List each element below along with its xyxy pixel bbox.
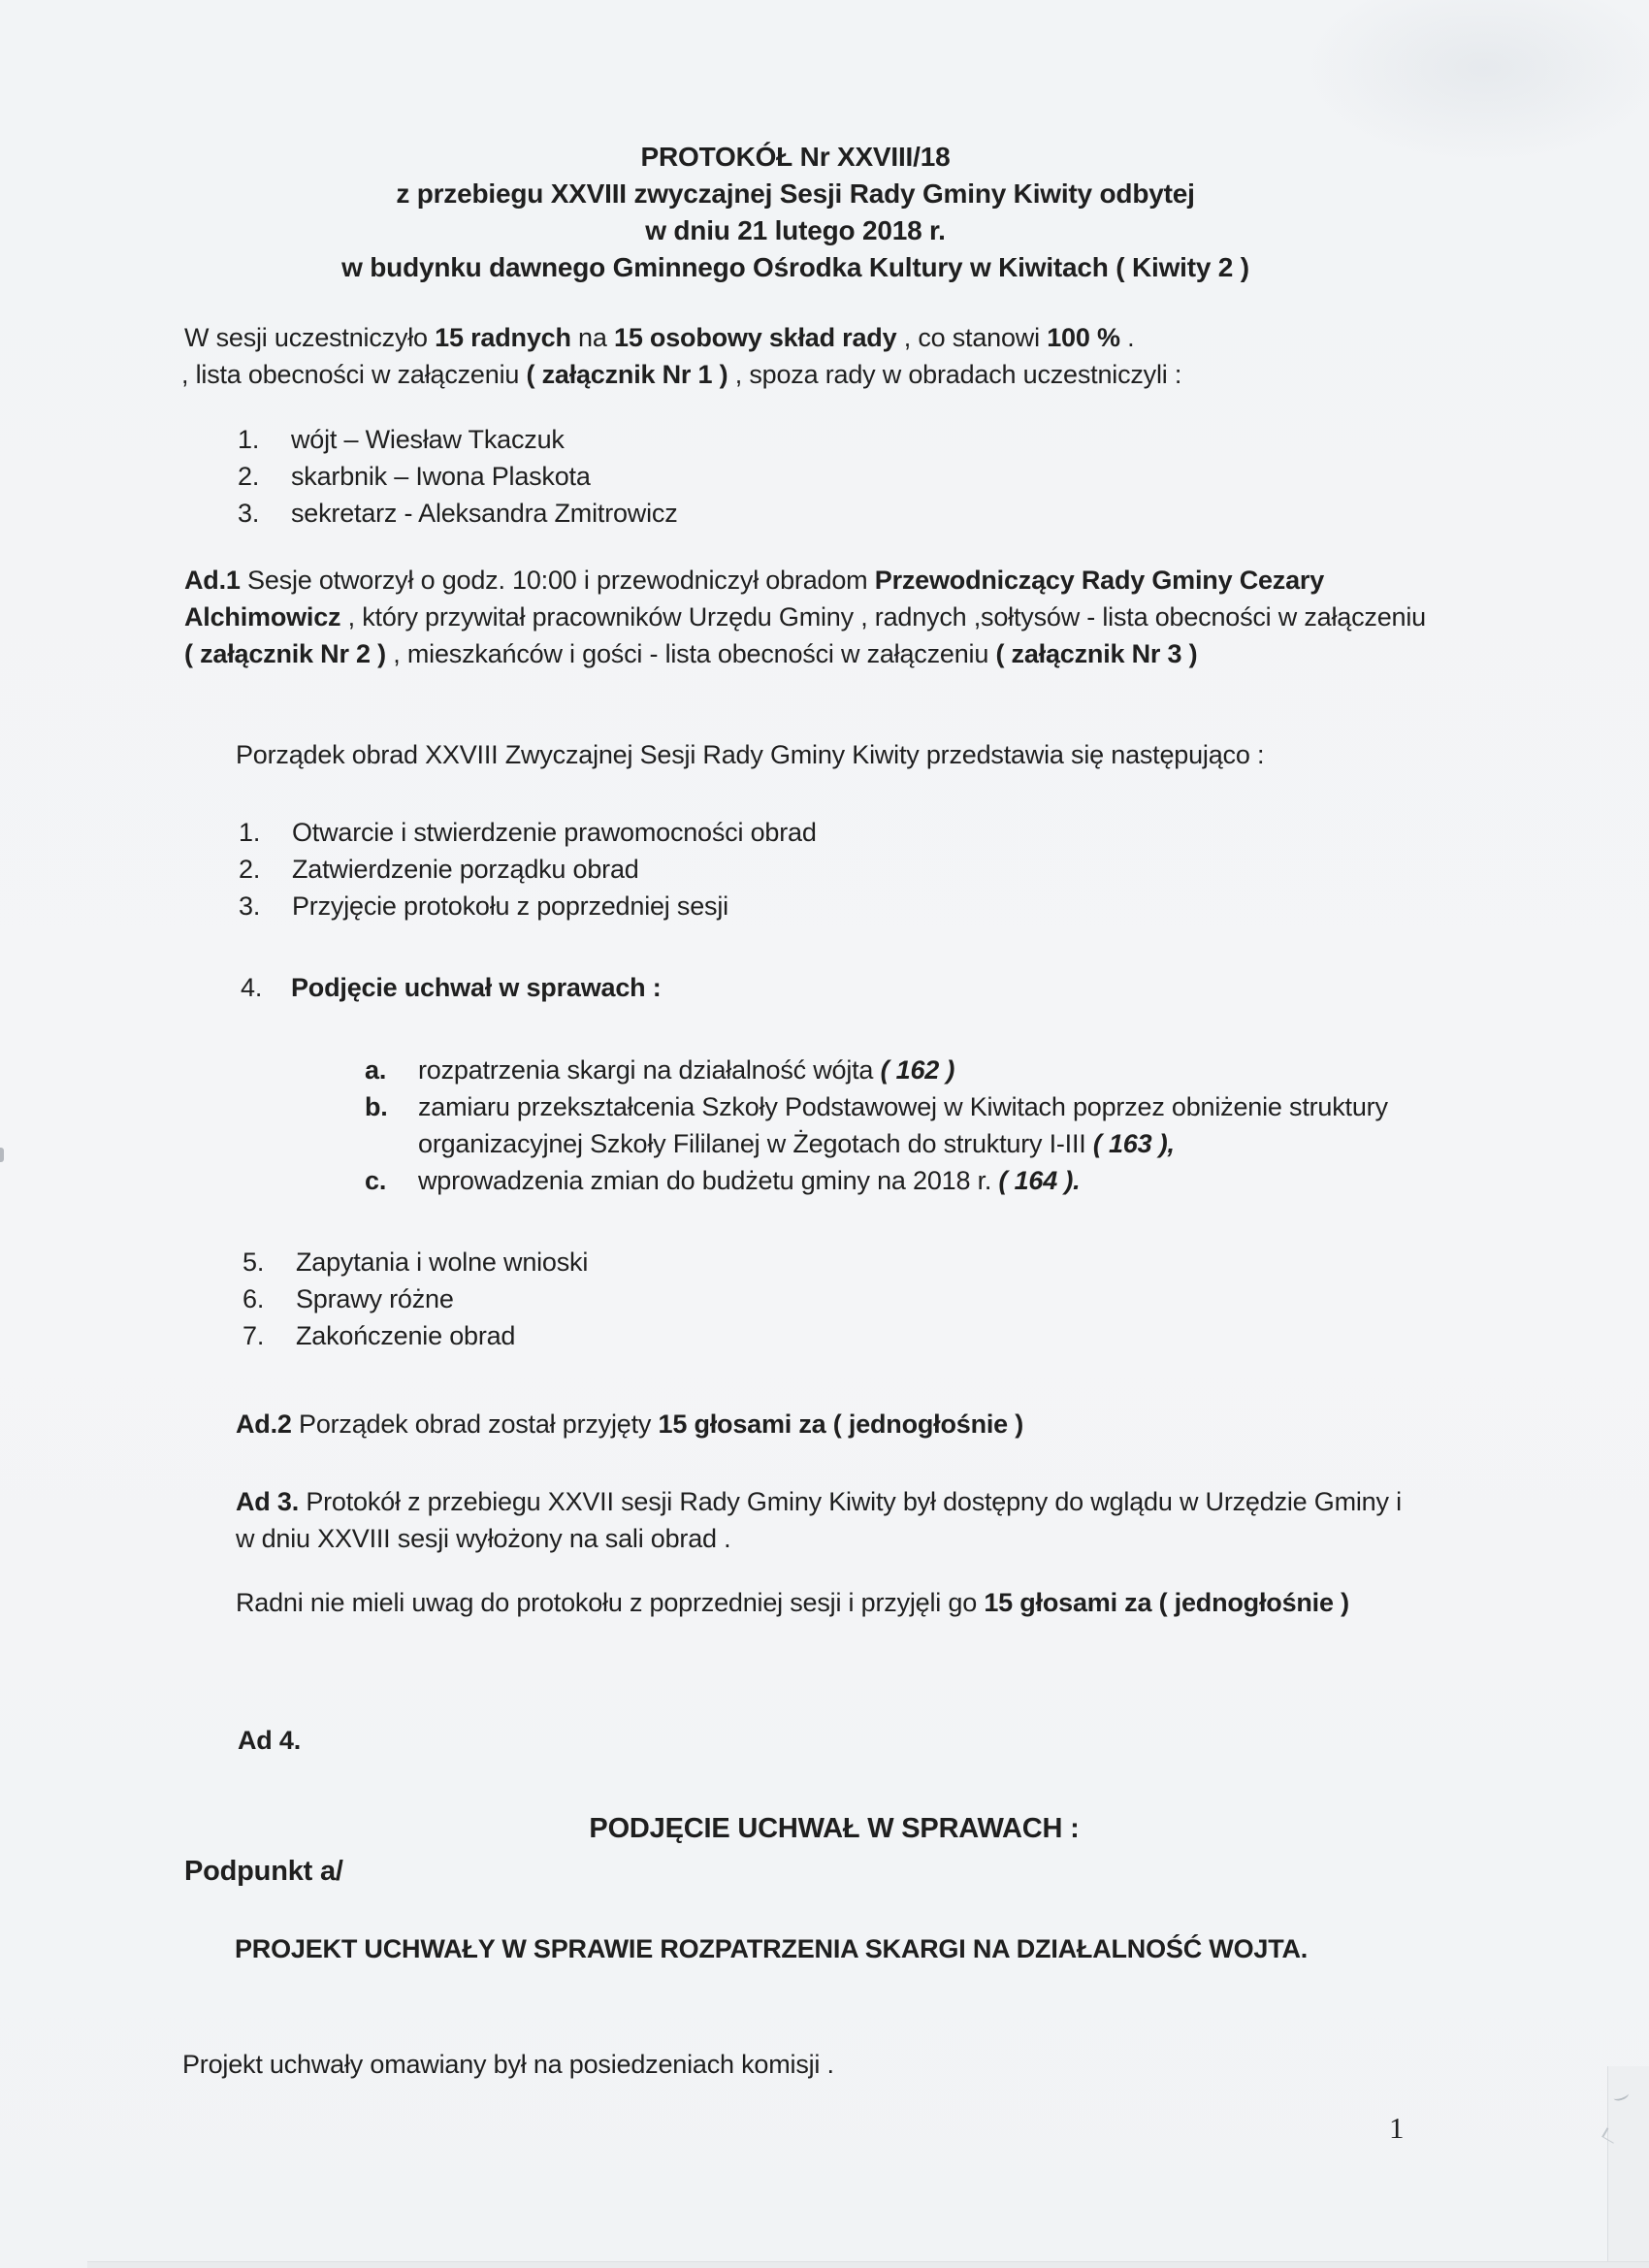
participant-row [238,422,565,457]
ad2-bold: 15 głosami za ( jednogłośnie ) [658,1409,1024,1439]
ad3-bold: Ad 3. [236,1487,300,1516]
project-title: PROJEKT UCHWAŁY W SPRAWIE ROZPATRZENIA SKARGI NA DZIAŁALNOŚĆ WOJTA. [235,1934,1309,1963]
subitem-text: organizacyjnej Szkoły Fililanej w Żegotach do struktury I-III [418,1129,1093,1158]
attendance-text: W sesji uczestniczyło [184,323,436,352]
project-note: Projekt uchwały omawiany był na posiedzeniach komisji . [182,2050,834,2079]
agenda-item [242,1245,588,1280]
ad1-line-3 [184,636,1197,671]
resolution-ref: ( 163 ), [1092,1129,1175,1158]
resolution-ref: ( 164 ). [998,1166,1081,1195]
ad1-bold: ( załącznik Nr 2 ) [184,639,386,668]
participant-number: 2. [238,462,260,491]
agenda-item [239,815,817,850]
agenda-item-text: Zatwierdzenie porządku obrad [292,855,639,884]
ad2-bold: Ad.2 [236,1409,292,1439]
agenda-item [239,889,728,923]
agenda-item-text: Podjęcie uchwał w sprawach : [291,973,662,1002]
attendance-text: , co stanowi [896,323,1048,352]
votes-bold: 15 głosami za ( jednogłośnie ) [984,1588,1349,1617]
ad1-bold: Ad.1 [184,566,241,595]
subitem-letter: a. [365,1055,387,1085]
attendance-bold: 15 radnych [435,323,571,352]
title-line-2: z przebiegu XXVIII zwyczajnej Sesji Rady Gminy Kiwity odbytej [396,178,1195,209]
agenda-intro: Porządek obrad XXVIII Zwyczajnej Sesji Rady Gminy Kiwity przedstawia się następująco : [236,740,1265,769]
subitem-text: zamiaru przekształcenia Szkoły Podstawowej w Kiwitach poprzez obniżenie struktury [418,1092,1388,1121]
participant-name: sekretarz - Aleksandra Zmitrowicz [291,499,678,528]
ad4-label: Ad 4. [238,1726,302,1755]
section-heading: PODJĘCIE UCHWAŁ W SPRAWACH : [589,1813,1080,1844]
subitem-letter: b. [365,1092,388,1121]
attendance-text: na [570,323,614,352]
resolution-subitem-c [365,1163,1080,1198]
ad1-bold: Przewodniczący Rady Gminy Cezary [874,566,1325,595]
resolution-subitem-b-cont [418,1126,1175,1161]
participant-name: wójt – Wiesław Tkaczuk [291,425,565,454]
attendance-text: , lista obecności w załączeniu [181,360,527,389]
participant-row [238,496,678,531]
agenda-item-4 [241,970,662,1005]
ad1-text: , mieszkańców i gości - lista obecności w załączeniu [385,639,996,668]
attendance-line-1 [184,320,1134,355]
ad3-line-2: w dniu XXVIII sesji wyłożony na sali obrad . [236,1524,731,1553]
resolution-ref: ( 162 ) [880,1055,955,1085]
ad1-text: , który przywitał pracowników Urzędu Gminy , radnych ,sołtysów - lista obecności w załączeniu [340,602,1426,632]
subitem-text: rozpatrzenia skargi na działalność wójta [418,1055,881,1085]
attendance-text: , spoza rady w obradach uczestniczyli : [728,360,1182,389]
agenda-item-number: 4. [241,973,263,1002]
agenda-item-text: Zapytania i wolne wnioski [296,1247,589,1277]
attendance-bold: ( załącznik Nr 1 ) [526,360,728,389]
participant-row [238,459,591,494]
scan-artifact-paper-edge-bottom [87,2261,1649,2268]
agenda-item-number: 2. [239,855,261,884]
scan-artifact-left-mark [0,1148,4,1162]
resolution-subitem-a [365,1053,954,1087]
agenda-item-text: Przyjęcie protokołu z poprzedniej sesji [292,891,728,921]
attendance-line-2 [181,357,1181,392]
participant-number: 1. [238,425,260,454]
attendance-text: . [1119,323,1135,352]
ad3-line-1 [236,1484,1402,1519]
votes-paragraph [236,1585,1349,1620]
scan-artifact-blotch [1300,0,1649,165]
participant-name: skarbnik – Iwona Plaskota [291,462,591,491]
title-line-4: w budynku dawnego Gminnego Ośrodka Kultury w Kiwitach ( Kiwity 2 ) [341,252,1249,282]
subpoint-label: Podpunkt a/ [184,1856,343,1887]
title-line-1: PROTOKÓŁ Nr XXVIII/18 [640,142,951,172]
attendance-bold: 100 % [1047,323,1120,352]
agenda-item-number: 1. [239,818,261,847]
title-line-3: w dniu 21 lutego 2018 r. [645,215,946,245]
agenda-item [242,1281,454,1316]
ad1-text: Sesje otworzył o godz. 10:00 i przewodniczył obradom [240,566,875,595]
ad1-bold: Alchimowicz [184,602,341,632]
agenda-item [242,1318,515,1353]
resolution-subitem-b [365,1089,1388,1124]
ad1-line-1 [184,563,1324,598]
subitem-letter: c. [365,1166,387,1195]
page-number: 1 [1389,2111,1405,2145]
agenda-item-text: Otwarcie i stwierdzenie prawomocności obrad [292,818,817,847]
ad2-text: Porządek obrad został przyjęty [291,1409,659,1439]
agenda-item-number: 5. [242,1247,265,1277]
ad1-bold: ( załącznik Nr 3 ) [995,639,1198,668]
ad3-text: Protokół z przebiegu XXVII sesji Rady Gminy Kiwity był dostępny do wglądu w Urzędzie Gminy i [299,1487,1402,1516]
agenda-item-number: 6. [242,1284,265,1313]
votes-text: Radni nie mieli uwag do protokołu z poprzedniej sesji i przyjęli go [236,1588,985,1617]
agenda-item [239,852,639,887]
ad1-line-2 [184,599,1426,634]
subitem-text: wprowadzenia zmian do budżetu gminy na 2018 r. [418,1166,999,1195]
agenda-item-text: Sprawy różne [296,1284,454,1313]
agenda-item-number: 3. [239,891,261,921]
participant-number: 3. [238,499,260,528]
agenda-item-text: Zakończenie obrad [296,1321,516,1350]
attendance-bold: 15 osobowy skład rady [614,323,897,352]
ad2-paragraph [236,1407,1023,1442]
agenda-item-number: 7. [242,1321,265,1350]
